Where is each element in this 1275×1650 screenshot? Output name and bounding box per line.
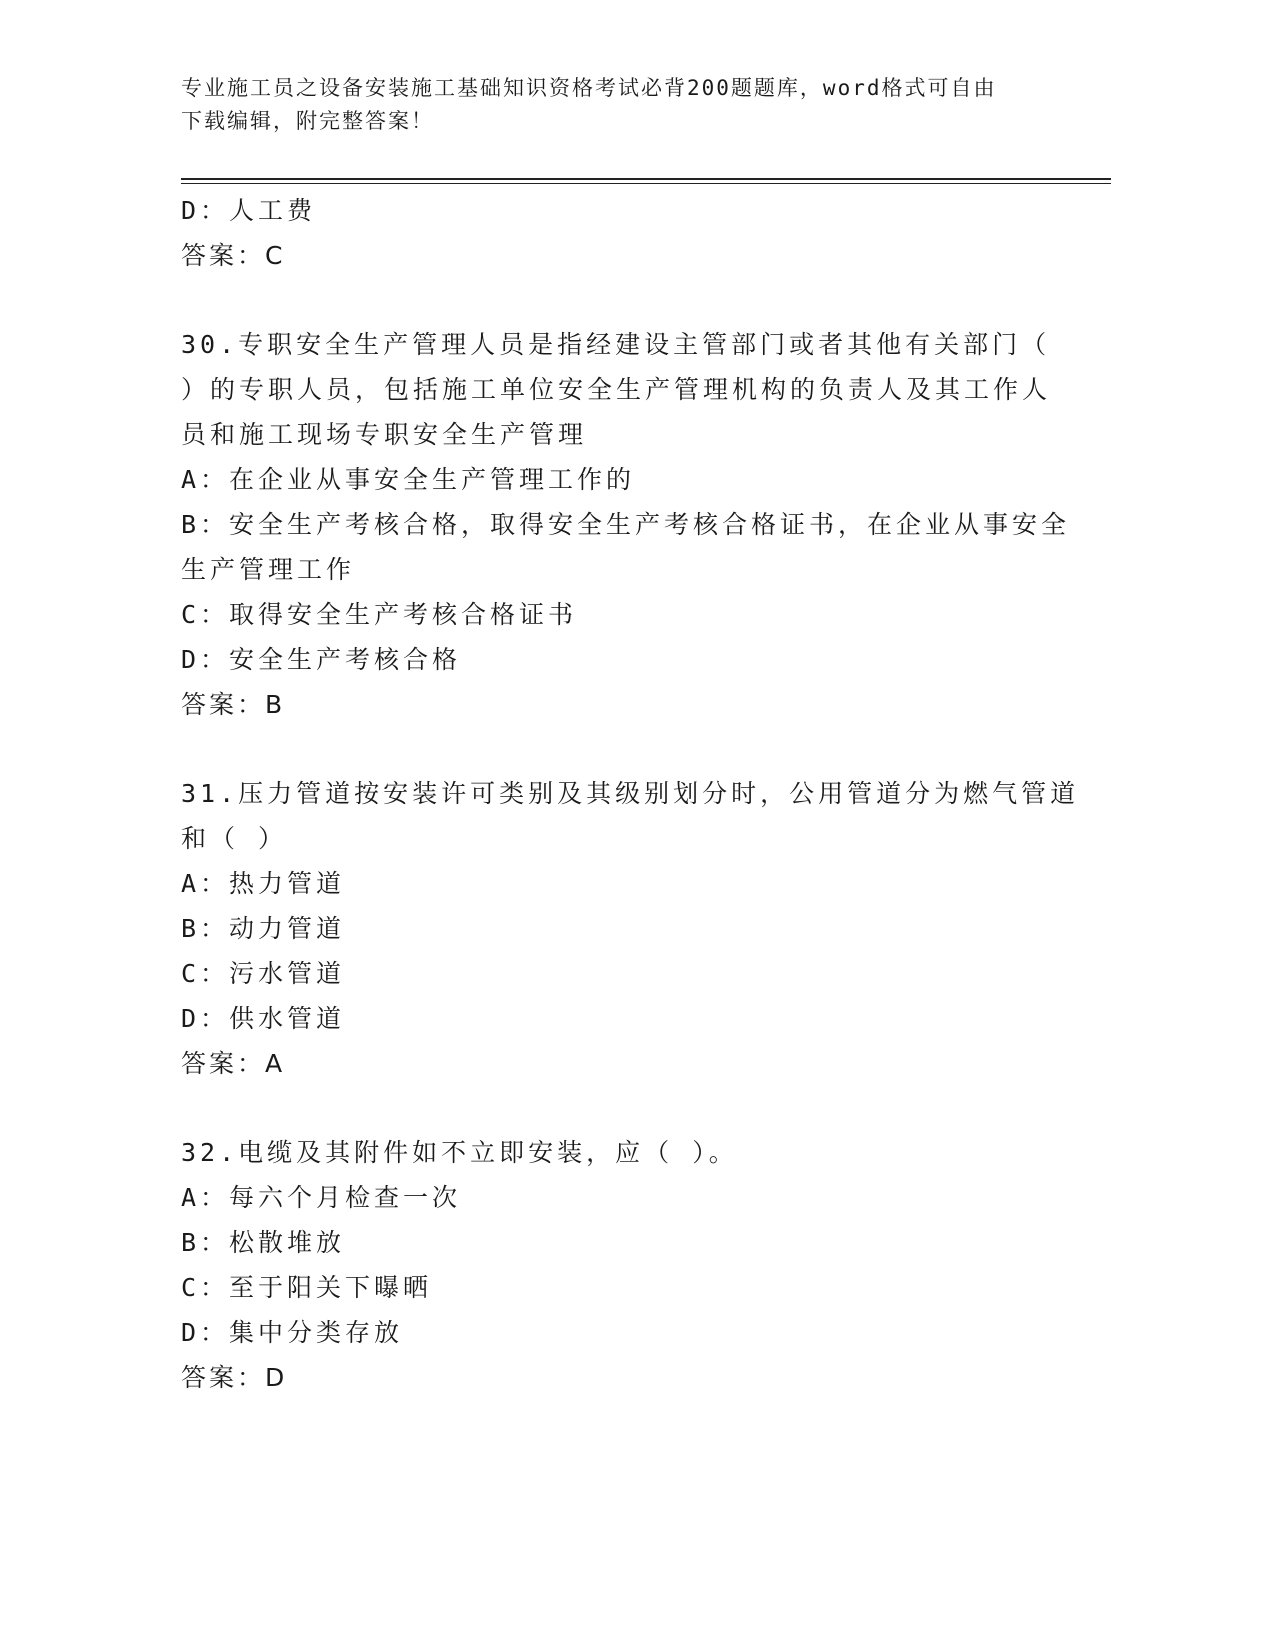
question-stem-line: 和（ ） — [181, 824, 288, 853]
option-a: A：每六个月检查一次 — [181, 1183, 462, 1212]
option-c: C：至于阳关下曝晒 — [181, 1273, 433, 1302]
prev-question-tail — [181, 188, 1081, 278]
option-a: A：在企业从事安全生产管理工作的 — [181, 465, 636, 494]
header-divider-thick — [181, 178, 1111, 180]
spacer — [181, 278, 1081, 322]
header-divider-thin — [181, 183, 1111, 184]
option-b-continued: 生产管理工作 — [181, 555, 356, 584]
option-b: B：动力管道 — [181, 914, 346, 943]
question-stem-line: 32.电缆及其附件如不立即安装，应（ ）。 — [181, 1138, 738, 1167]
option-a: A：热力管道 — [181, 869, 346, 898]
spacer — [181, 1086, 1081, 1130]
question-stem-line: ）的专职人员，包括施工单位安全生产管理机构的负责人及其工作人 — [181, 375, 1052, 404]
question-stem-line: 30.专职安全生产管理人员是指经建设主管部门或者其他有关部门（ — [181, 330, 1051, 359]
option-c: C：取得安全生产考核合格证书 — [181, 600, 578, 629]
option-d: D：人工费 — [181, 196, 317, 225]
header-title-line-2: 下载编辑，附完整答案！ — [181, 109, 434, 133]
answer-line: 答案：D — [181, 1363, 288, 1392]
answer-line: 答案：C — [181, 241, 286, 270]
question-stem-line: 31.压力管道按安装许可类别及其级别划分时，公用管道分为燃气管道 — [181, 779, 1080, 808]
option-d: D：安全生产考核合格 — [181, 645, 462, 674]
option-c: C：污水管道 — [181, 959, 346, 988]
header-title-line-1: 专业施工员之设备安装施工基础知识资格考试必背200题题库，word格式可自由 — [181, 76, 997, 100]
option-d: D：集中分类存放 — [181, 1318, 404, 1347]
answer-line: 答案：A — [181, 1049, 286, 1078]
answer-line: 答案：B — [181, 690, 286, 719]
question-stem-line: 员和施工现场专职安全生产管理 — [181, 420, 588, 449]
option-b: B：松散堆放 — [181, 1228, 346, 1257]
question-31 — [181, 771, 1081, 1086]
question-32 — [181, 1130, 1081, 1400]
option-d: D：供水管道 — [181, 1004, 346, 1033]
option-b: B：安全生产考核合格，取得安全生产考核合格证书，在企业从事安全 — [181, 510, 1071, 539]
spacer — [181, 727, 1081, 771]
question-content — [181, 188, 1081, 1400]
question-30 — [181, 322, 1081, 727]
document-header — [181, 72, 1081, 138]
